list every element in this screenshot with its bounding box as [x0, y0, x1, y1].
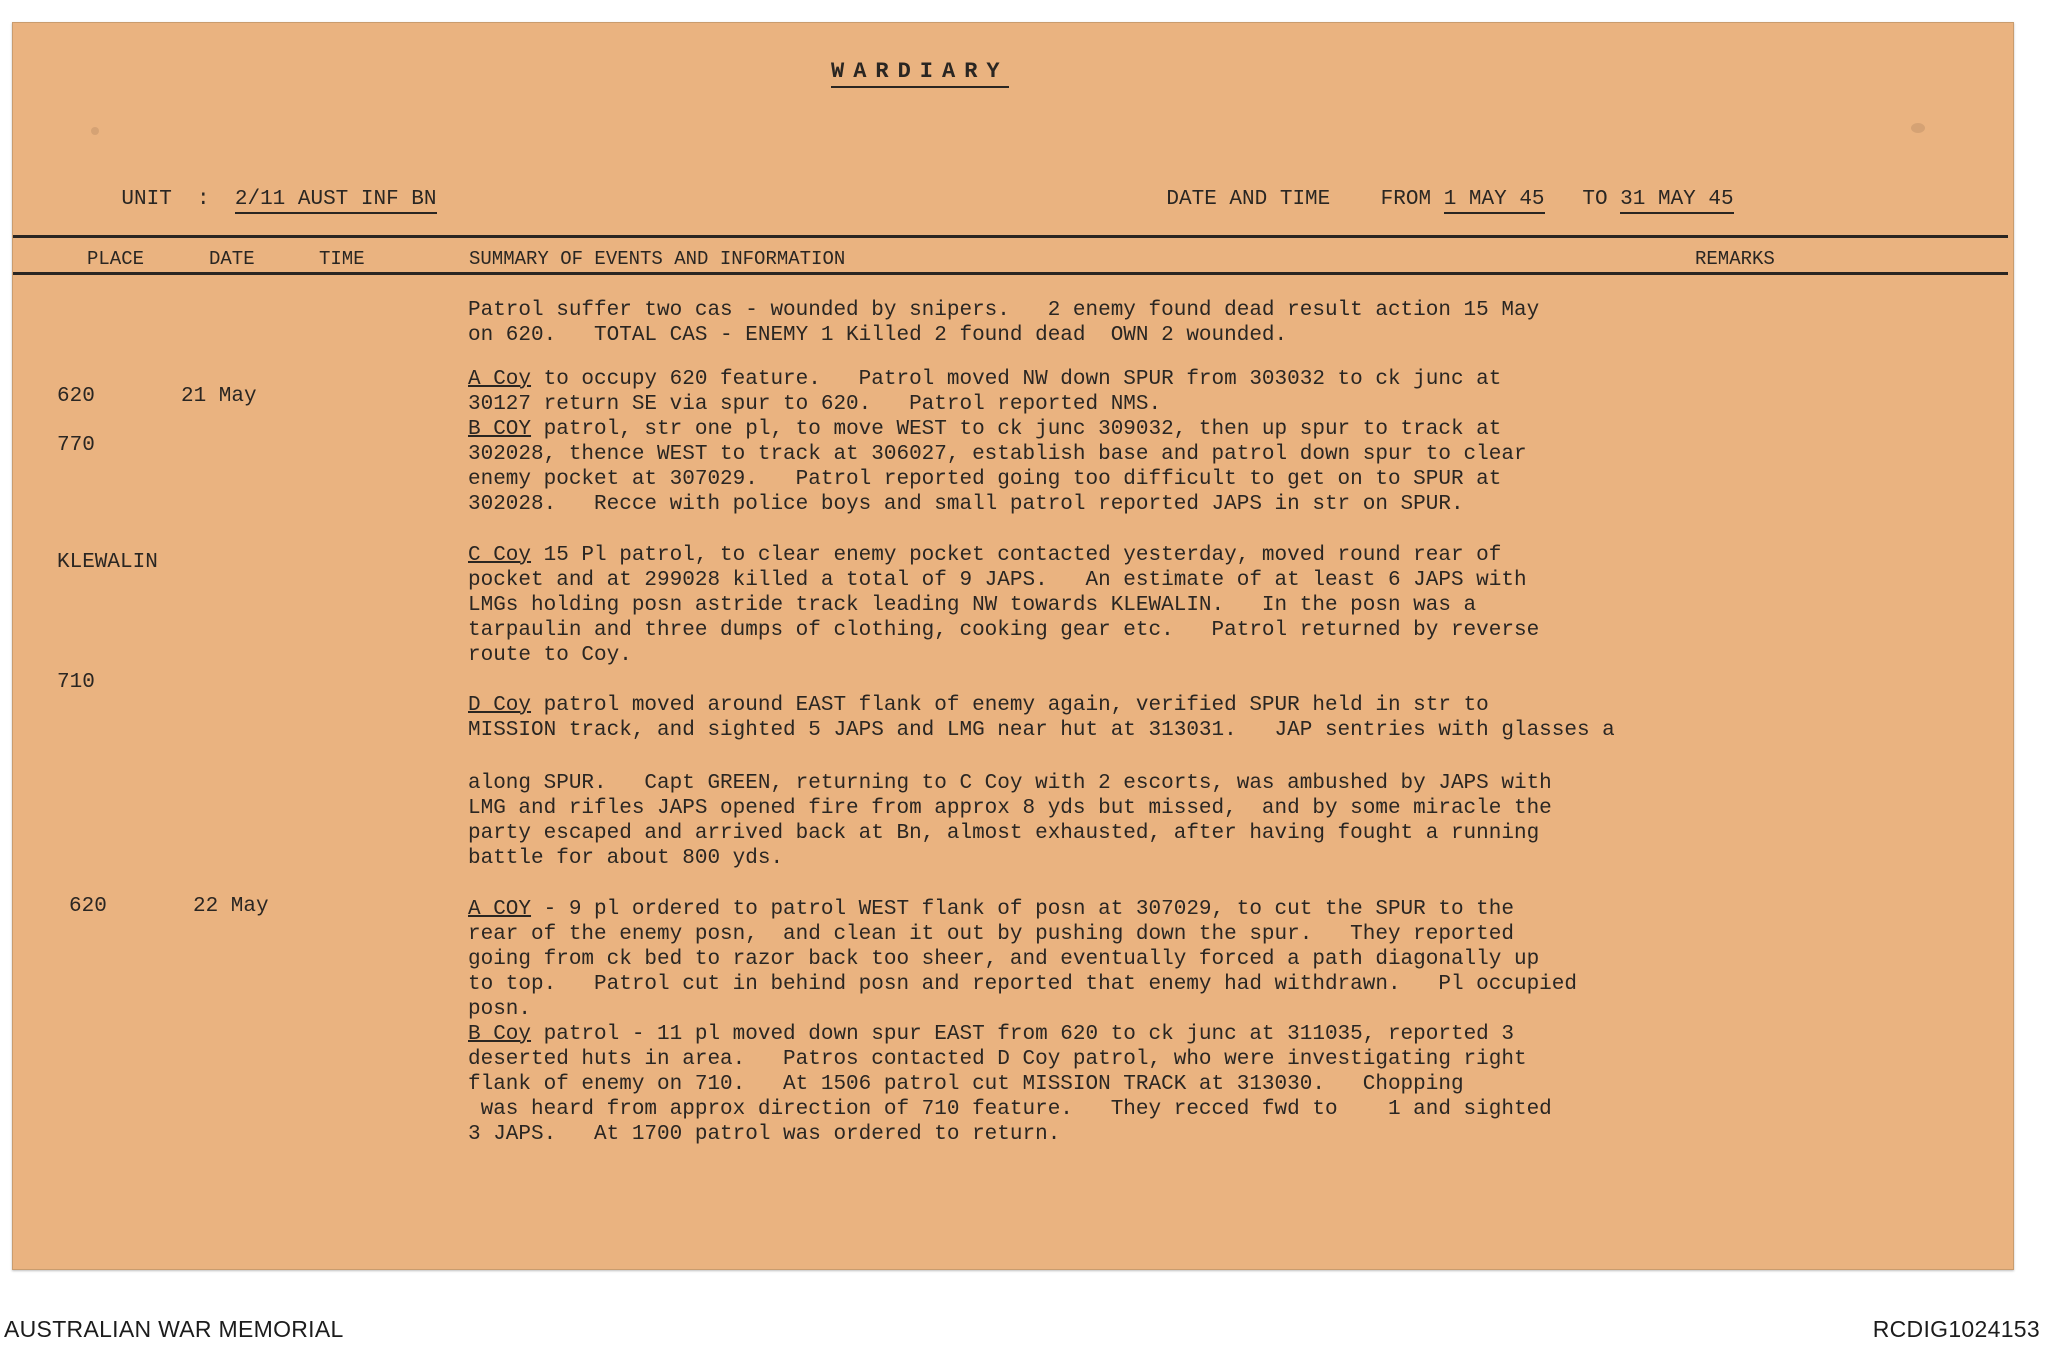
place-620: 620	[57, 385, 95, 408]
date-22-may: 22 May	[193, 895, 269, 918]
header-bottom-rule	[13, 272, 2008, 275]
entry-line: was heard from approx direction of 710 feature. They recced fwd to 1 and sighted	[468, 1098, 1552, 1121]
entry-line: posn.	[468, 998, 532, 1021]
place-620-second: 620	[69, 895, 107, 918]
entry-line: patrol moved around EAST flank of enemy again, verified SPUR held in str to	[531, 694, 1489, 717]
entry-line: battle for about 800 yds.	[468, 847, 784, 870]
entry-a-coy-21	[468, 367, 1527, 517]
entry-line: 3 JAPS. At 1700 patrol was ordered to return.	[468, 1123, 1061, 1146]
entry-line: LMGs holding posn astride track leading NW towards KLEWALIN. In the posn was a	[468, 594, 1477, 617]
entry-line: to occupy 620 feature. Patrol moved NW down SPUR from 303032 to ck junc at	[531, 368, 1502, 391]
place-770: 770	[57, 434, 95, 457]
entry-line: MISSION track, and sighted 5 JAPS and LMG near hut at 313031. JAP sentries with glasses a	[468, 719, 1615, 742]
entry-line: patrol - 11 pl moved down spur EAST from 620 to ck junc at 311035, reported 3	[531, 1023, 1514, 1046]
column-header-time: TIME	[319, 248, 365, 270]
entry-line: 302028. Recce with police boys and small patrol reported JAPS in str on SPUR.	[468, 493, 1464, 516]
ink-spot	[1911, 123, 1925, 133]
entry-line: route to Coy.	[468, 644, 632, 667]
unit-name: A Coy	[468, 368, 532, 391]
from-label: FROM	[1380, 188, 1432, 211]
to-label: TO	[1582, 188, 1608, 211]
unit-name: B Coy	[468, 1023, 532, 1046]
entry-line: party escaped and arrived back at Bn, almost exhausted, after having fought a running	[468, 822, 1540, 845]
entry-line: pocket and at 299028 killed a total of 9 JAPS. An estimate of at least 6 JAPS with	[468, 569, 1527, 592]
entry-line: on 620. TOTAL CAS - ENEMY 1 Killed 2 found dead OWN 2 wounded.	[468, 324, 1288, 347]
header-top-rule	[13, 235, 2008, 238]
unit-name: D Coy	[468, 694, 532, 717]
column-header-date: DATE	[209, 248, 255, 270]
entry-d-coy	[468, 693, 1615, 743]
ink-spot	[91, 127, 99, 135]
entry-line: LMG and rifles JAPS opened fire from approx 8 yds but missed, and by some miracle the	[468, 797, 1552, 820]
unit-value: 2/11 AUST INF BN	[235, 188, 437, 214]
entry-line: rear of the enemy posn, and clean it out by pushing down the spur. They reported	[468, 923, 1514, 946]
page-title: WARDIARY	[831, 59, 1009, 88]
entry-line: enemy pocket at 307029. Patrol reported going too difficult to get on to SPUR at	[468, 468, 1502, 491]
entry-line: along SPUR. Capt GREEN, returning to C Coy with 2 escorts, was ambushed by JAPS with	[468, 772, 1552, 795]
place-klewalin: KLEWALIN	[57, 551, 158, 574]
column-header-place: PLACE	[87, 248, 145, 270]
column-header-remarks: REMARKS	[1695, 248, 1775, 270]
entry-a-coy-22	[468, 897, 1577, 1147]
date-time-label: DATE AND TIME	[1166, 188, 1331, 211]
entry-line: - 9 pl ordered to patrol WEST flank of posn at 307029, to cut the SPUR to the	[531, 898, 1514, 921]
entry-line: Patrol suffer two cas - wounded by snipers. 2 enemy found dead result action 15 May	[468, 299, 1540, 322]
war-diary-page	[12, 22, 2014, 1270]
unit-line	[71, 165, 437, 234]
unit-label: UNIT :	[121, 188, 210, 211]
from-date: 1 MAY 45	[1444, 188, 1545, 214]
column-header-summary: SUMMARY OF EVENTS AND INFORMATION	[469, 248, 846, 270]
entry-line: going from ck bed to razor back too sheer, and eventually forced a path diagonally up	[468, 948, 1540, 971]
archive-credit: AUSTRALIAN WAR MEMORIAL	[4, 1316, 344, 1342]
entry-line: patrol, str one pl, to move WEST to ck junc 309032, then up spur to track at	[531, 418, 1502, 441]
place-710: 710	[57, 671, 95, 694]
entry-line: flank of enemy on 710. At 1506 patrol cut MISSION TRACK at 313030. Chopping	[468, 1073, 1464, 1096]
entry-line: 302028, thence WEST to track at 306027, establish base and patrol down spur to clear	[468, 443, 1527, 466]
entry-c-coy	[468, 543, 1539, 668]
date-range-line	[1116, 165, 1734, 234]
entry-line: 30127 return SE via spur to 620. Patrol reported NMS.	[468, 393, 1162, 416]
entry-line: tarpaulin and three dumps of clothing, cooking gear etc. Patrol returned by reverse	[468, 619, 1540, 642]
entry-line: deserted huts in area. Patros contacted D Coy patrol, who were investigating right	[468, 1048, 1527, 1071]
entry-casualties	[468, 298, 1539, 348]
unit-name: C Coy	[468, 544, 532, 567]
entry-line: to top. Patrol cut in behind posn and reported that enemy had withdrawn. Pl occupied	[468, 973, 1577, 996]
archive-id: RCDIG1024153	[1872, 1316, 2040, 1342]
entry-line: 15 Pl patrol, to clear enemy pocket contacted yesterday, moved round rear of	[531, 544, 1502, 567]
to-date: 31 MAY 45	[1620, 188, 1733, 214]
unit-name: B COY	[468, 418, 532, 441]
date-21-may: 21 May	[181, 385, 257, 408]
entry-capt-green	[468, 771, 1552, 871]
unit-name: A COY	[468, 898, 532, 921]
